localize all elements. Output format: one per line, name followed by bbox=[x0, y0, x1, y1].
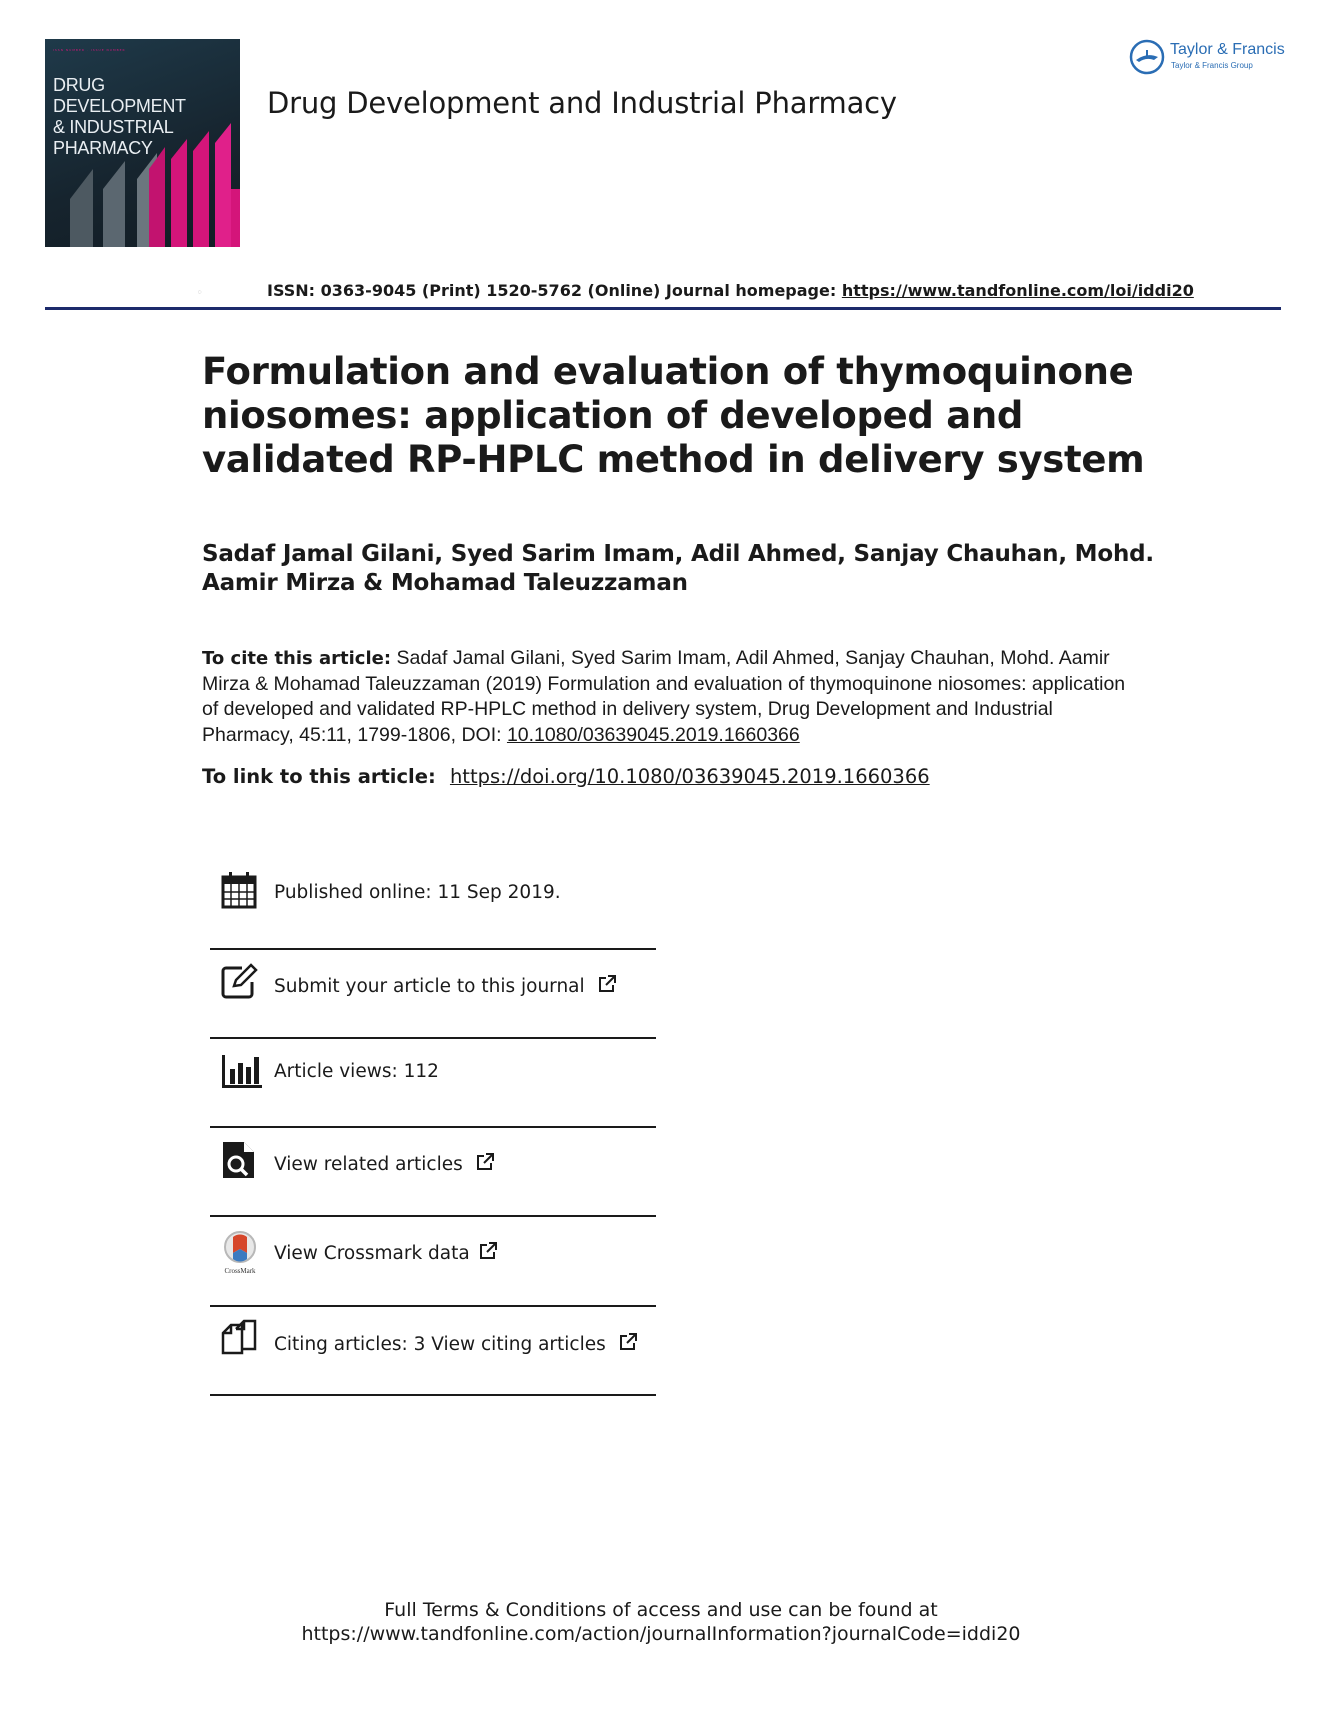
crossmark-icon bbox=[220, 1231, 260, 1275]
terms-footer bbox=[0, 1598, 1322, 1646]
external-link-icon bbox=[475, 1152, 495, 1172]
bar-chart-icon bbox=[220, 1049, 264, 1089]
info-divider bbox=[210, 1394, 656, 1396]
header-rule bbox=[45, 307, 1281, 310]
submit-row[interactable] bbox=[210, 950, 656, 1037]
edit-icon bbox=[220, 962, 258, 1002]
journal-cover bbox=[45, 39, 240, 247]
cover-title-line: DRUG DEVELOPMENT bbox=[53, 75, 186, 116]
article-link-line bbox=[202, 765, 930, 788]
submit-article-link[interactable] bbox=[274, 974, 617, 997]
external-link-icon bbox=[478, 1241, 498, 1261]
related-articles-link[interactable] bbox=[274, 1152, 495, 1175]
citation-block bbox=[202, 646, 1132, 748]
journal-title: Drug Development and Industrial Pharmacy bbox=[267, 86, 897, 120]
copy-documents-icon bbox=[220, 1319, 258, 1359]
published-row bbox=[210, 860, 656, 948]
article-views: Article views: 112 bbox=[274, 1061, 439, 1082]
cover-title-line: & INDUSTRIAL bbox=[53, 117, 174, 137]
crossmark-label: View Crossmark data bbox=[274, 1243, 470, 1264]
external-link-icon bbox=[597, 974, 617, 994]
journal-homepage-link[interactable]: https://www.tandfonline.com/loi/iddi20 bbox=[841, 281, 1194, 300]
cover-title-line: PHARMACY bbox=[53, 138, 153, 158]
submit-label: Submit your article to this journal bbox=[274, 976, 585, 997]
article-authors: Sadaf Jamal Gilani, Syed Sarim Imam, Adil Ahmed, Sanjay Chauhan, Mohd. Aamir Mirza & Mohamad Taleuzzaman bbox=[202, 541, 1154, 596]
publisher-logo[interactable] bbox=[1128, 38, 1288, 78]
calendar-icon bbox=[220, 870, 258, 910]
views-row bbox=[210, 1039, 656, 1126]
issn-text: ISSN: 0363-9045 (Print) 1520-5762 (Online) Journal homepage: bbox=[267, 281, 842, 300]
article-title: Formulation and evaluation of thymoquinone niosomes: application of developed and validated RP-HPLC method in delivery system bbox=[202, 350, 1145, 481]
article-info-list bbox=[210, 860, 656, 1396]
external-link-icon bbox=[618, 1332, 638, 1352]
related-row[interactable] bbox=[210, 1128, 656, 1215]
article-doi-link[interactable]: https://doi.org/10.1080/03639045.2019.1660366 bbox=[449, 765, 930, 788]
published-date: Published online: 11 Sep 2019. bbox=[274, 882, 561, 903]
publisher-group: Taylor & Francis Group bbox=[1171, 61, 1253, 70]
publisher-lamp-icon bbox=[1128, 38, 1166, 76]
related-label: View related articles bbox=[274, 1154, 463, 1175]
crossmark-logo-text: CrossMark bbox=[224, 1267, 256, 1275]
citation-doi-link[interactable]: 10.1080/03639045.2019.1660366 bbox=[506, 723, 800, 746]
footer-line: Full Terms & Conditions of access and use can be found at bbox=[384, 1599, 938, 1621]
crossmark-row[interactable] bbox=[210, 1217, 656, 1305]
citing-articles-link[interactable] bbox=[274, 1332, 638, 1355]
citing-label: Citing articles: 3 View citing articles bbox=[274, 1334, 606, 1355]
citing-row[interactable] bbox=[210, 1307, 656, 1394]
mini-publisher-icon: ◌ bbox=[198, 289, 202, 294]
publisher-name: Taylor & Francis bbox=[1170, 41, 1285, 58]
footer-terms-link[interactable]: https://www.tandfonline.com/action/journalInformation?journalCode=iddi20 bbox=[301, 1623, 1021, 1645]
citation-label: To cite this article: bbox=[202, 648, 392, 669]
cover-title bbox=[53, 75, 238, 159]
cover-mini-link bbox=[45, 291, 46, 295]
citation-text: Sadaf Jamal Gilani, Syed Sarim Imam, Adil Ahmed, Sanjay Chauhan, Mohd. Aamir Mirza & Mohamad Taleuzzaman (2019) Formulation and evaluation of thymoquinone niosomes: application of developed and validated RP-HPLC method in delivery system, Drug Development and Industrial Pharmacy, 45:11, 1799-1806, DOI: bbox=[202, 647, 1126, 746]
crossmark-link[interactable] bbox=[274, 1241, 498, 1264]
document-search-icon bbox=[220, 1140, 258, 1180]
cover-top-text: ISSN NUMBER · ISSUE NUMBER bbox=[53, 48, 126, 52]
issn-line bbox=[267, 281, 1194, 300]
link-label: To link to this article: bbox=[202, 765, 436, 788]
